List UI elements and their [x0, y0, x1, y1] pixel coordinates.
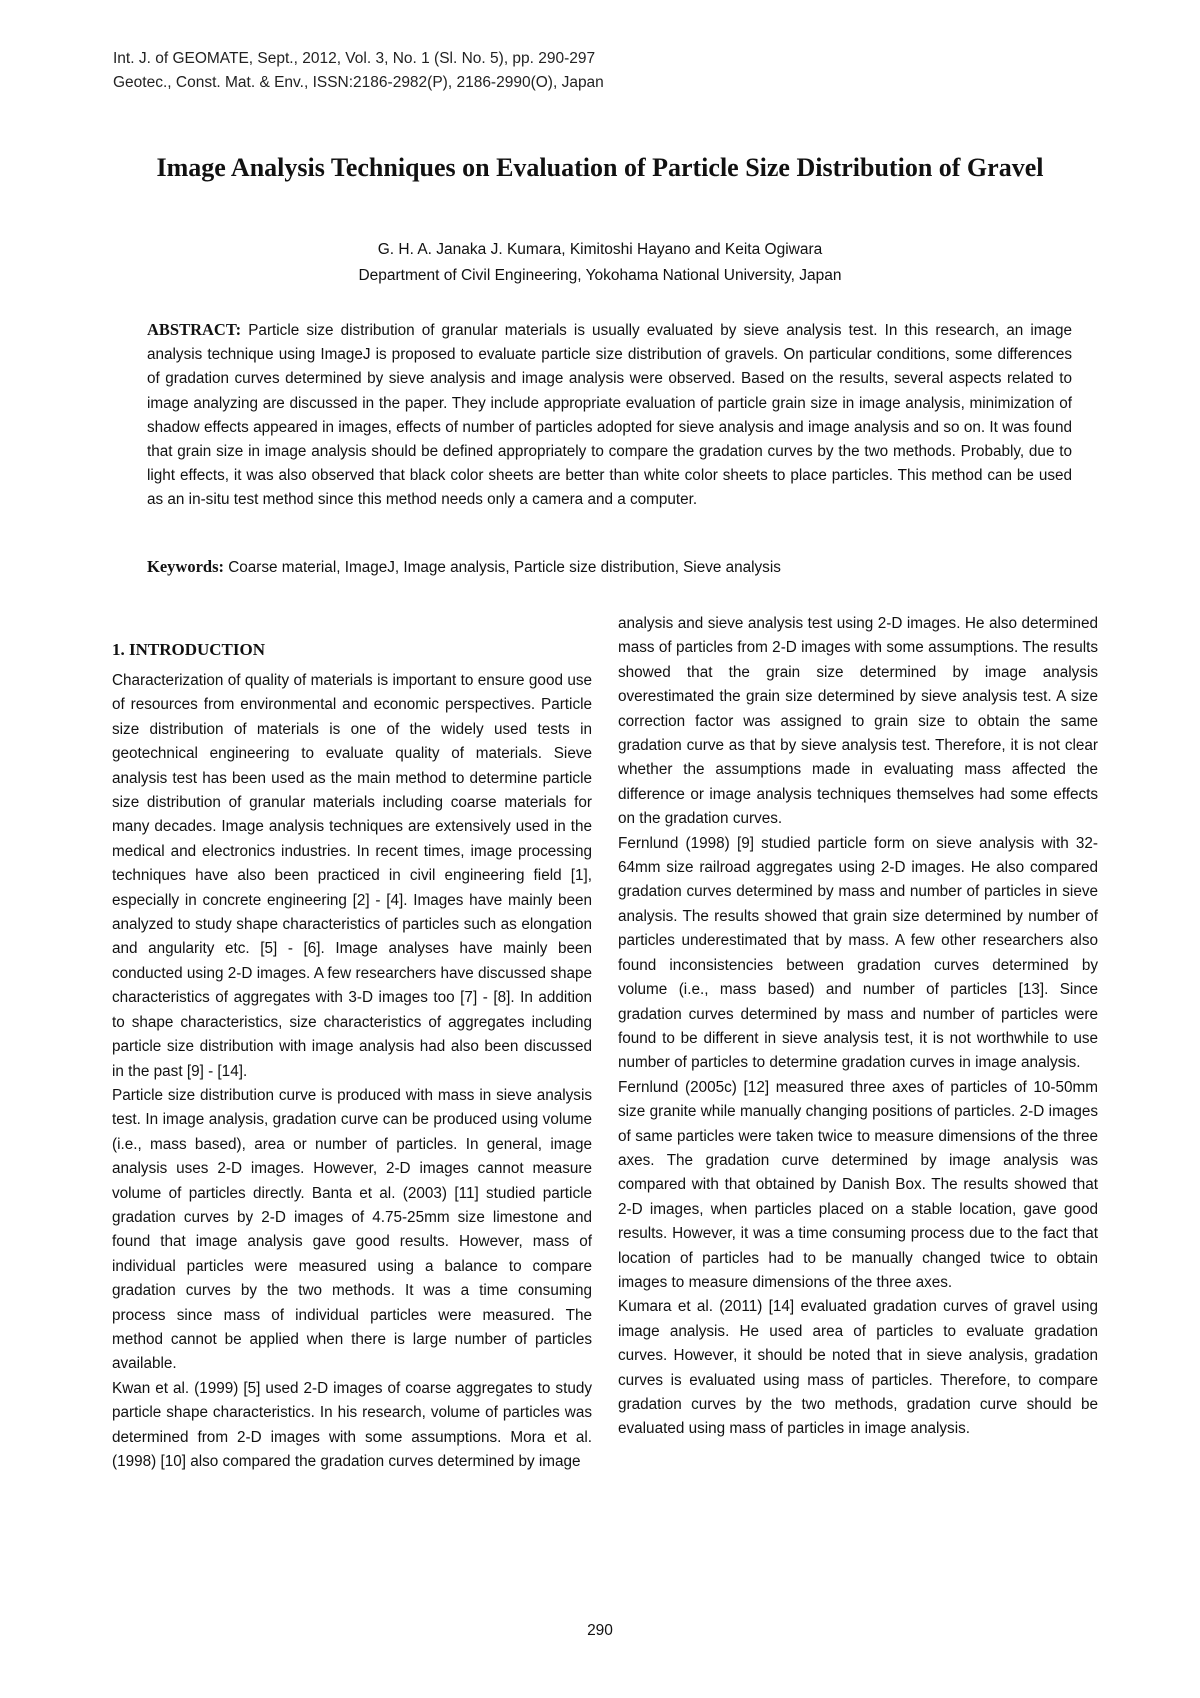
keywords	[147, 555, 1072, 580]
page-number: 290	[587, 1622, 613, 1639]
keywords-text: Coarse material, ImageJ, Image analysis, Particle size distribution, Sieve analysis	[228, 559, 781, 576]
paragraph: Fernlund (1998) [9] studied particle form on sieve analysis with 32-64mm size railroad aggregates using 2-D images. He also compared gradation curves determined by mass and number of particles in sieve analysis. The results showed that grain size determined by number of particles underestimated that by mass. A few other researchers also found inconsistencies between gradation curves determined by volume (i.e., mass based) and number of particles [13]. Since gradation curves determined by mass and number of particles were found to be different in sieve analysis test, it is not worthwhile to use number of particles to determine gradation curves in image analysis.	[618, 834, 1098, 1072]
journal-issn: Geotec., Const. Mat. & Env., ISSN:2186-2982(P), 2186-2990(O), Japan	[113, 74, 604, 91]
paragraph: Particle size distribution curve is produced with mass in sieve analysis test. In image analysis, gradation curve can be produced using volume (i.e., mass based), area or number of particles. In general, image analysis uses 2-D images. However, 2-D images cannot measure volume of particles directly. Banta et al. (2003) [11] studied particle gradation curves by 2-D images of 4.75-25mm size limestone and found that image analysis gave good results. However, mass of individual particles were measured using a balance to compare gradation curves by the two methods. It was a time consuming process since mass of individual particles were measured. The method cannot be applied when there is large number of particles available.	[112, 1086, 592, 1373]
abstract-label: ABSTRACT:	[147, 320, 242, 339]
keywords-label: Keywords:	[147, 557, 224, 576]
affiliation: Department of Civil Engineering, Yokohama National University, Japan	[358, 267, 842, 284]
author-block	[120, 237, 1080, 289]
journal-citation: Int. J. of GEOMATE, Sept., 2012, Vol. 3, No. 1 (Sl. No. 5), pp. 290-297	[113, 50, 596, 67]
paragraph: Characterization of quality of materials is important to ensure good use of resources from environmental and economic perspectives. Particle size distribution of materials is one of the widely used tests in geotechnical engineering to evaluate quality of materials. Sieve analysis test has been used as the main method to determine particle size distribution of granular materials including coarse materials for many decades. Image analysis techniques are extensively used in the medical and electronics industries. In recent times, image processing techniques have also been practiced in civil engineering field [1], especially in concrete engineering [2] - [4]. Images have mainly been analyzed to study shape characteristics of particles such as elongation and angularity etc. [5] - [6]. Image analyses have mainly been conducted using 2-D images. A few researchers have discussed shape characteristics of aggregates with 3-D images too [7] - [8]. In addition to shape characteristics, size characteristics of aggregates including particle size distribution with image analysis had also been discussed in the past [9] - [14].	[112, 672, 592, 1080]
author-list: G. H. A. Janaka J. Kumara, Kimitoshi Hayano and Keita Ogiwara	[377, 241, 823, 258]
left-column	[112, 637, 592, 1474]
paper-title: Image Analysis Techniques on Evaluation of Particle Size Distribution of Gravel	[156, 153, 1044, 182]
paragraph: Fernlund (2005c) [12] measured three axes of particles of 10-50mm size granite while manually changing positions of particles. 2-D images of same particles were taken twice to measure dimensions of the three axes. The gradation curve determined by image analysis was compared with that obtained by Danish Box. The results showed that 2-D images, when particles placed on a stable location, gave good results. However, it was a time consuming process due to the fact that location of particles had to be manually changed twice to obtain images to measure dimensions of the three axes.	[618, 1078, 1098, 1291]
paragraph: Kumara et al. (2011) [14] evaluated gradation curves of gravel using image analysis. He used area of particles to evaluate gradation curves. However, it should be noted that in sieve analysis, gradation curves is evaluated using mass of particles. Therefore, to compare gradation curves by the two methods, gradation curve should be evaluated using mass of particles in image analysis.	[618, 1298, 1098, 1438]
right-column	[618, 612, 1098, 1442]
paragraph: analysis and sieve analysis test using 2-D images. He also determined mass of particles from 2-D images with some assumptions. The results showed that the grain size determined by image analysis overestimated the grain size determined by sieve analysis test. A size correction factor was assigned to grain size to obtain the same gradation curve as that by sieve analysis test. Therefore, it is not clear whether the assumptions made in evaluating mass affected the difference or image analysis techniques themselves had some effects on the gradation curves.	[618, 615, 1098, 828]
abstract	[147, 318, 1072, 513]
section-heading: 1. INTRODUCTION	[112, 640, 266, 659]
journal-header	[113, 47, 604, 95]
paragraph: Kwan et al. (1999) [5] used 2-D images of coarse aggregates to study particle shape characteristics. In his research, volume of particles was determined from 2-D images with some assumptions. Mora et al. (1998) [10] also compared the gradation curves determined by image	[112, 1379, 592, 1470]
abstract-text: Particle size distribution of granular materials is usually evaluated by sieve analysis test. In this research, an image analysis technique using ImageJ is proposed to evaluate particle size distribution of gravels. On particular conditions, some differences of gradation curves determined by sieve analysis and image analysis were observed. Based on the results, several aspects related to image analyzing are discussed in the paper. They include appropriate evaluation of particle grain size in image analysis, minimization of shadow effects appeared in images, effects of number of particles adopted for sieve analysis and image analysis and so on. It was found that grain size in image analysis should be defined appropriately to compare the gradation curves by the two methods. Probably, due to light effects, it was also observed that black color sheets are better than white color sheets to place particles. This method can be used as an in-situ test method since this method needs only a camera and a computer.	[147, 322, 1072, 509]
